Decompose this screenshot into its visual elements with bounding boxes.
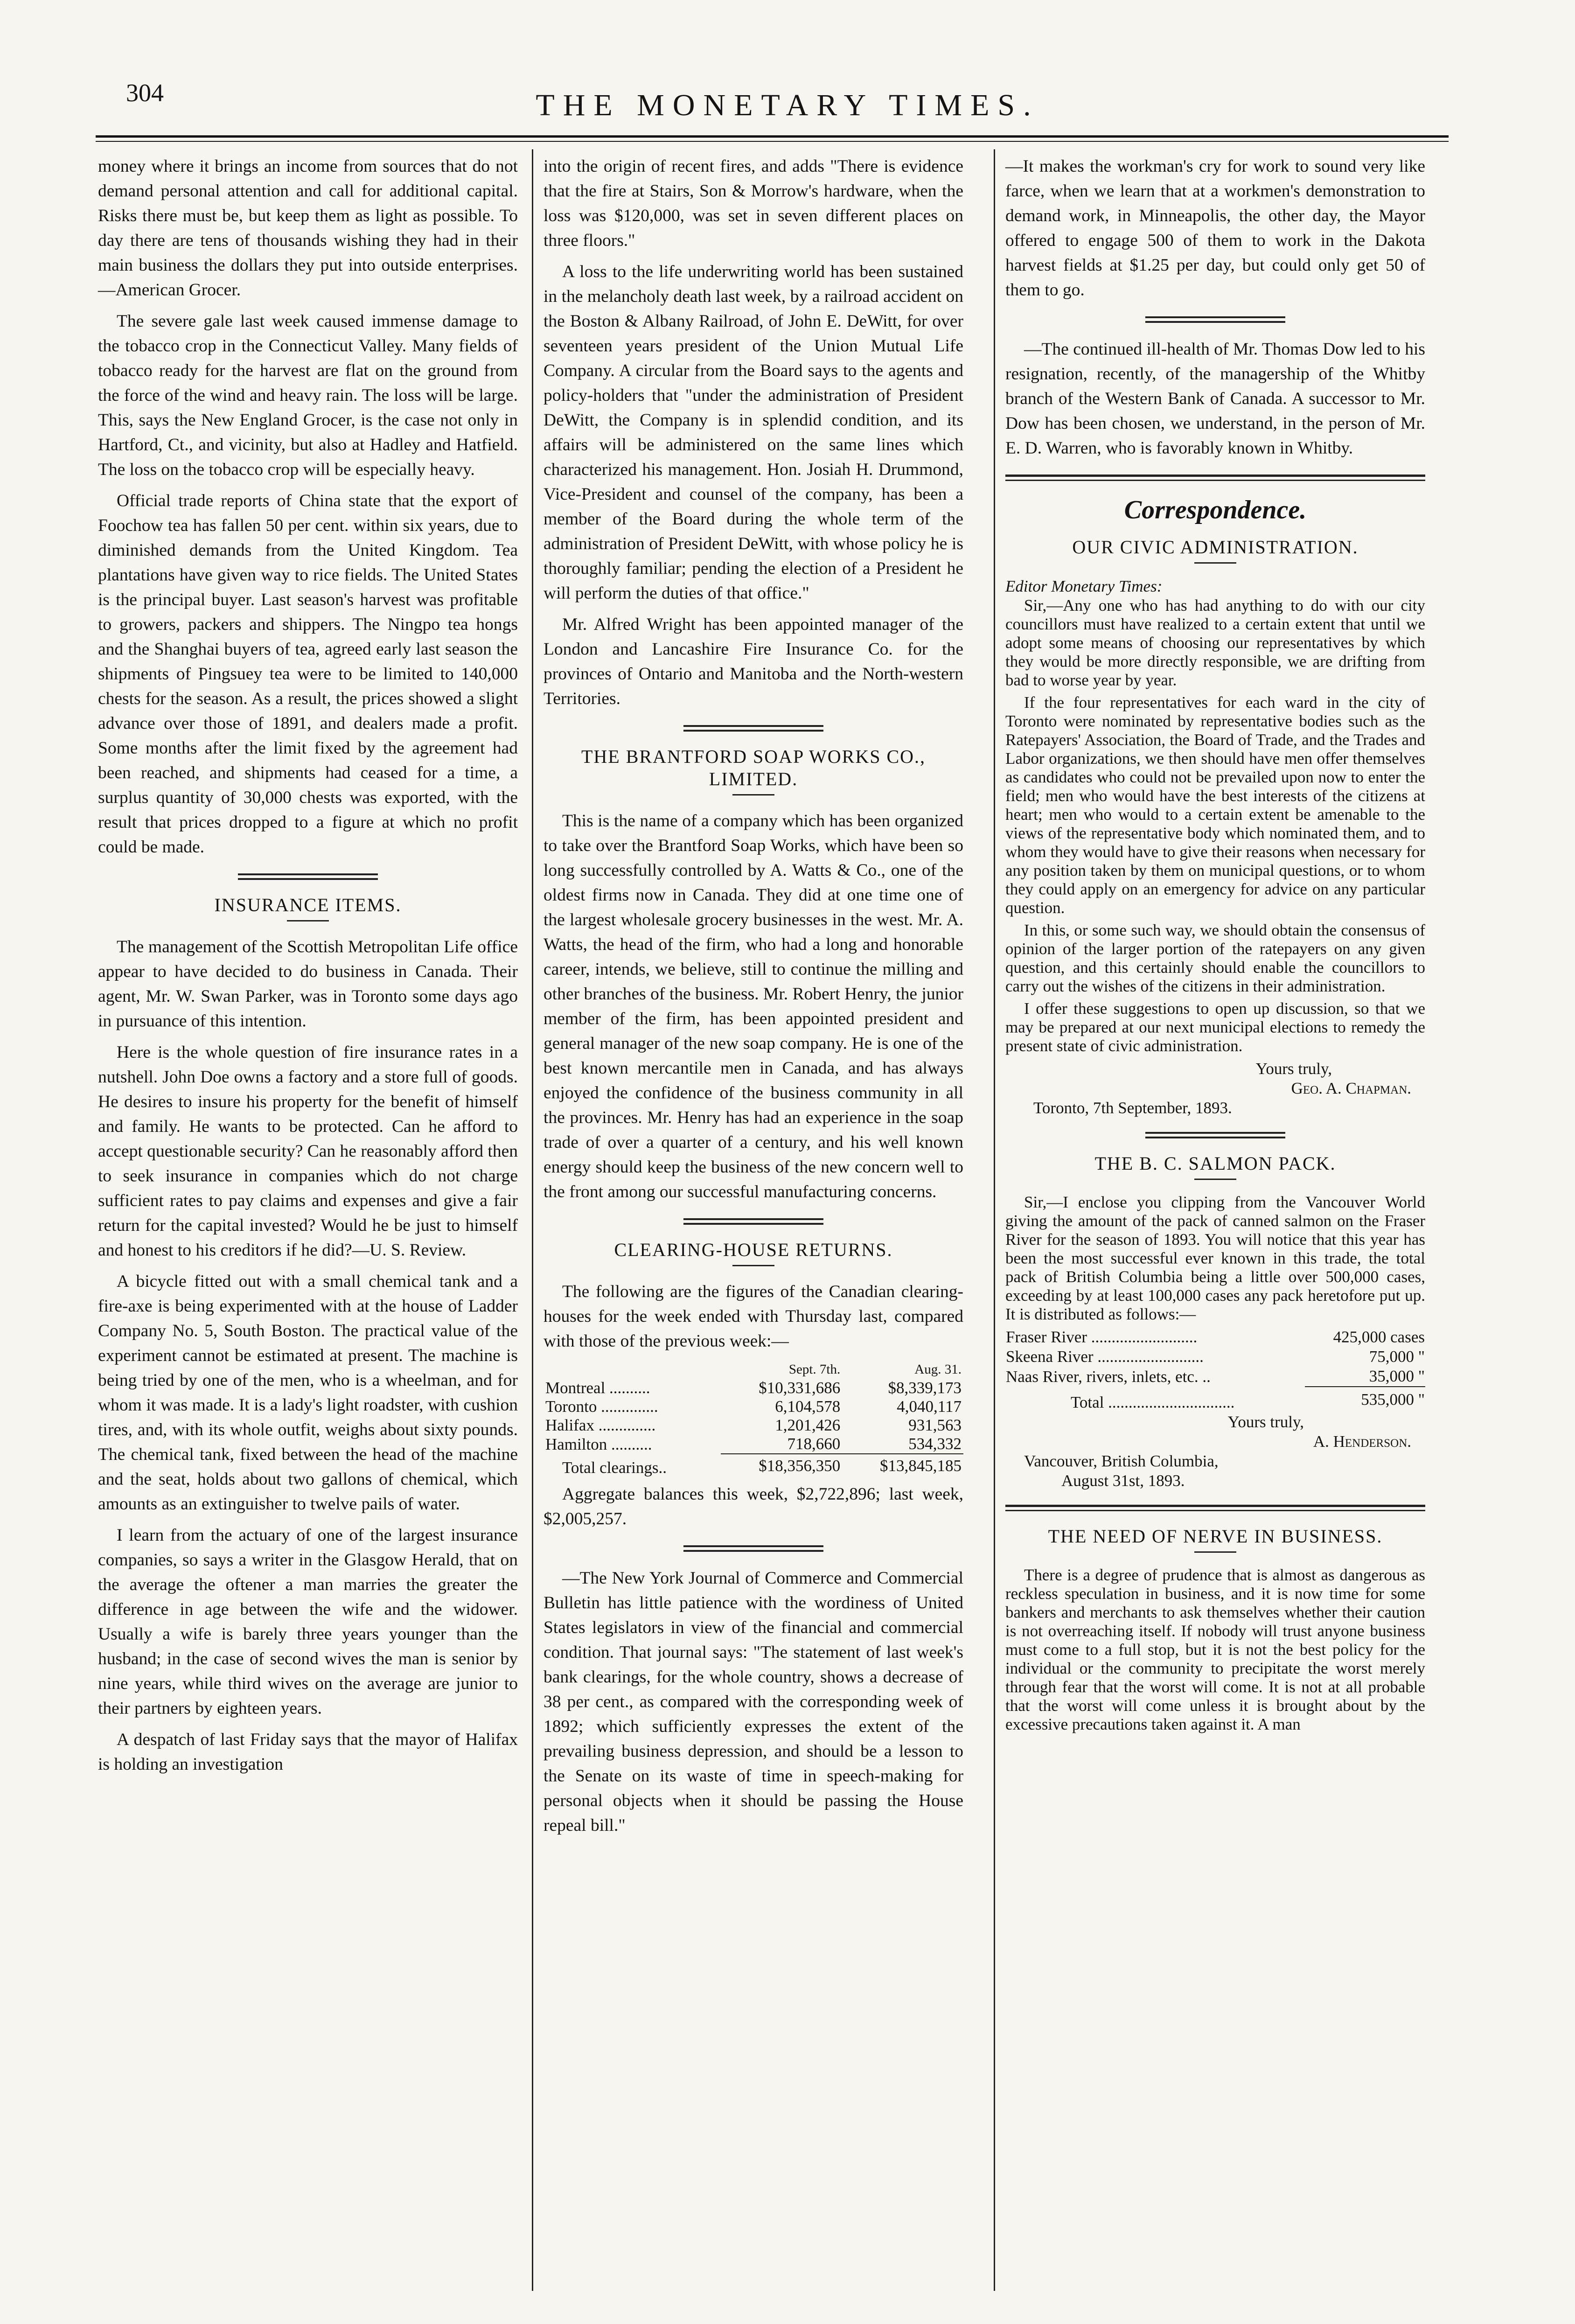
section-heading: THE NEED OF NERVE IN BUSINESS. <box>1005 1525 1425 1553</box>
table-row <box>544 1416 963 1435</box>
total-label: Total clearings.. <box>562 1459 667 1477</box>
paragraph: —The continued ill-health of Mr. Thomas Dow led to his resignation, recently, of the managership of the Whitby branch of the Western Bank of Canada. A successor to Mr. Dow has been chosen, we understand, in the person of Mr. E. D. Warren, who is favorably known in Whitby. <box>1005 340 1425 458</box>
table-row <box>1005 1347 1425 1367</box>
region-cell: Skeena River .......................... <box>1006 1347 1204 1366</box>
paragraph: —The New York Journal of Commerce and Commercial Bulletin has little patience with the wordiness of United States legislators in view of the financial and commercial condition. That journal says: "The statement of last week's bank clearings, for the whole country, shows a decrease of 38 per cent., as compared with the corresponding week of 1892; which sufficiently expresses the extent of the prevailing business depression, and should be a lesson to the Senate on its waste of time in speech-making for personal objects when it should be passing the House repeal bill." <box>544 1569 963 1835</box>
value-cell: 35,000 " <box>1369 1367 1425 1385</box>
section-divider <box>683 1218 823 1225</box>
section-divider <box>683 1545 823 1552</box>
paragraph: money where it brings an income from sources that do not demand personal attention and call for additional capital. Risks there must be, but keep them as light as possible. To day there are tens of thousands wishing they had in their main business the dollars they put into outside enterprises.—American Grocer. <box>98 157 518 300</box>
closing: Yours truly, <box>1227 1413 1304 1431</box>
signature: Geo. A. Chapman. <box>1291 1079 1411 1097</box>
value-cell: 718,660 <box>787 1435 841 1453</box>
paragraph: The following are the figures of the Canadian clearing-houses for the week ended with Thursday last, compared with those of the previous week:— <box>544 1282 963 1351</box>
letter-paragraph: In this, or some such way, we should obtain the consensus of opinion of the larger portion of the ratepayers on any given question, and this certainly should enable the councillors to carry out the wishes of the citizens in their administration. <box>1005 921 1425 995</box>
masthead: THE MONETARY TIMES. <box>536 88 1039 122</box>
city-cell: Halifax .............. <box>545 1416 656 1434</box>
closing: Yours truly, <box>1255 1060 1332 1078</box>
section-heading: OUR CIVIC ADMINISTRATION. <box>1005 536 1425 564</box>
paragraph: A loss to the life underwriting world has been sustained in the melancholy death last week, by a railroad accident on the Boston & Albany Railroad, of John E. DeWitt, for over seventeen years president of the Union Mutual Life Company. A circular from the Board says to the agents and policy-holders that "under the administration of President DeWitt, the Company is in splendid condition, and its affairs will be administered on the same lines which characterized his management. Hon. Josiah H. Drummond, Vice-President and counsel of the company, has been a member of the Board during the whole term of the administration of President DeWitt, with whose policy he is thoroughly familiar; pending the election of a President he will perform the duties of that office." <box>544 262 963 603</box>
total-label: Total ............................... <box>1071 1393 1235 1411</box>
city-cell: Montreal .......... <box>545 1379 650 1397</box>
table-total-row <box>544 1454 963 1477</box>
paragraph: The management of the Scottish Metropolitan Life office appear to have decided to do business in Canada. Their agent, Mr. W. Swan Parker, was in Toronto some days ago in pursuance of this intention. <box>98 937 518 1031</box>
table-row <box>544 1435 963 1454</box>
section-divider <box>1005 1505 1425 1511</box>
section-heading: THE BRANTFORD SOAP WORKS CO., LIMITED. <box>544 746 963 796</box>
section-divider <box>1145 316 1285 323</box>
table-row <box>544 1379 963 1397</box>
letter-paragraph: If the four representatives for each ward in the city of Toronto were nominated by representative bodies such as the Ratepayers' Association, the Board of Trade, and the Trades and Labor organizations, we then should have men offer themselves as candidates who could not be prevailed upon now to enter the field; men who would have the best interests of the citizens at heart; men who would to a certain extent be amenable to the views of the representative body which nominated them, and to whom they would have to give their reasons when necessary for any position taken by them on municipal questions, or to whom they could apply on an emergency for advice on any particular question. <box>1005 693 1425 917</box>
column-divider-1 <box>532 149 533 2291</box>
paragraph: Here is the whole question of fire insurance rates in a nutshell. John Doe owns a factory and a store full of goods. He desires to insure his property for the benefit of himself and family. He wants to be protected. Can he afford to accept questionable security? Can he reasonably afford then to seek insurance in companies which do not charge sufficient rates to pay claims and expenses and give a fair return for the capital invested? Would he be just to himself and honest to his creditors if he did?—U. S. Review. <box>98 1043 518 1260</box>
paragraph: Mr. Alfred Wright has been appointed manager of the London and Lancashire Fire Insurance Co. for the provinces of Ontario and Manitoba and the North-western Territories. <box>544 615 963 708</box>
section-divider <box>238 873 378 880</box>
masthead-rule-bottom <box>96 141 1449 142</box>
masthead-rule-top <box>96 135 1449 138</box>
table-row <box>1005 1367 1425 1387</box>
total-value: 535,000 " <box>1305 1387 1425 1412</box>
paragraph: The severe gale last week caused immense damage to the tobacco crop in the Connecticut Valley. Many fields of tobacco ready for the harvest are flat on the ground from the force of the wind and heavy rain. The loss will be large. This, says the New England Grocer, is the case not only in Hartford, Ct., and vicinity, but also at Hadley and Hatfield. The loss on the tobacco crop will be especially heavy. <box>98 312 518 479</box>
region-cell: Fraser River .......................... <box>1006 1328 1198 1346</box>
table-header-row <box>544 1360 963 1379</box>
total-value: $18,356,350 <box>721 1454 842 1477</box>
table-row <box>544 1397 963 1416</box>
value-cell: 425,000 cases <box>1333 1328 1425 1346</box>
letter-paragraph: There is a degree of prudence that is almost as dangerous as reckless speculation in business, and it is now time for some bankers and merchants to ask themselves whether their caution is not overreaching itself. If nobody will trust anyone business must come to a full stop, but it is not the best policy for the individual or the community to precipitate the worst merely through fear that the worst will come. It is not at all probable that the worst will come unless it is brought about by the excessive precautions taken against it. A man <box>1005 1566 1425 1733</box>
paragraph: Official trade reports of China state that the export of Foochow tea has fallen 50 per cent. within six years, due to diminished demands from the United Kingdom. Tea plantations have given way to rice fields. The United States is the principal buyer. Last season's harvest was profitable to growers, packers and shippers. The Ningpo tea hongs and the Shanghai buyers of tea, agreed early last season the shipments of Pingsuey tea were to be limited to 140,000 chests for the season. As a result, the prices showed a slight advance over those of 1891, and dealers made a profit. Some months after the limit fixed by the agreement had been reached, and shipments had ceased for a time, a surplus quantity of 30,000 chests was exported, with the result that prices dropped to a figure at which no profit could be made. <box>98 491 518 857</box>
section-heading: CLEARING-HOUSE RETURNS. <box>544 1239 963 1266</box>
paragraph: —It makes the workman's cry for work to sound very like farce, when we learn that at a workmen's demonstration to demand work, in Minneapolis, the other day, the Mayor offered to engage 500 of them to work in the Dakota harvest fields at $1.25 per day, but could only get 50 of them to go. <box>1005 157 1425 300</box>
section-divider <box>1145 1132 1285 1138</box>
letter-paragraph: Sir,—I enclose you clipping from the Vancouver World giving the amount of the pack of canned salmon on the Fraser River for the season of 1893. You will notice that this year has been the most successful ever known in this trade, the total pack of British Columbia being a little over 500,000 cases, exceeding by at least 100,000 cases any pack heretofore put up. It is distributed as follows:— <box>1005 1193 1425 1323</box>
city-cell: Toronto .............. <box>545 1397 658 1416</box>
value-cell: 4,040,117 <box>897 1397 962 1416</box>
value-cell: 534,332 <box>908 1435 962 1453</box>
editor-line: Editor Monetary Times: <box>1005 577 1163 595</box>
dateline: Toronto, 7th September, 1893. <box>1033 1099 1232 1117</box>
city-cell: Hamilton .......... <box>545 1435 652 1453</box>
value-cell: 931,563 <box>908 1416 962 1434</box>
section-divider <box>1005 475 1425 481</box>
section-heading: THE B. C. SALMON PACK. <box>1005 1152 1425 1180</box>
value-cell: 75,000 " <box>1369 1347 1425 1366</box>
table-total-row <box>1005 1387 1425 1412</box>
letter-paragraph: I offer these suggestions to open up discussion, so that we may be prepared at our next municipal elections to remedy the present state of civic administration. <box>1005 999 1425 1055</box>
address-line: August 31st, 1893. <box>1061 1472 1185 1490</box>
column-3 <box>1005 154 1425 1738</box>
signature: A. Henderson. <box>1313 1432 1411 1451</box>
table-row <box>1005 1327 1425 1347</box>
address-line: Vancouver, British Columbia, <box>1024 1452 1219 1470</box>
paragraph: I learn from the actuary of one of the largest insurance companies, so says a writer in the Glasgow Herald, that on the average the oftener a man marries the greater the difference in age between the wife and the widower. Usually a wife is barely three years younger than the husband; in the case of second wives the man is senior by nine years, while third wives on the average are junior to their partners by eighteen years. <box>98 1526 518 1718</box>
section-divider <box>683 725 823 732</box>
column-2 <box>544 154 963 1844</box>
table-header <box>544 1360 721 1379</box>
value-cell: 1,201,426 <box>775 1416 841 1434</box>
value-cell: $8,339,173 <box>888 1379 962 1397</box>
paragraph: This is the name of a company which has been organized to take over the Brantford Soap Works, which have been so long successfully controlled by A. Watts & Co., one of the oldest firms now in Canada. They did at one time one of the largest wholesale grocery businesses in the west. Mr. A. Watts, the head of the firm, who had a long and honorable career, intends, we believe, still to continue the milling and other branches of the business. Mr. Robert Henry, the junior member of the firm, has been appointed president and general manager of the new soap company. He is one of the best known mercantile men in Canada, and has always enjoyed the confidence of the business community in all the provinces. Mr. Henry has had an experience in the soap trade of over a quarter of a century, and his well known energy should keep the business of the new concern well to the front among our successful manufacturing concerns. <box>544 811 963 1201</box>
region-cell: Naas River, rivers, inlets, etc. .. <box>1006 1367 1211 1386</box>
section-heading: INSURANCE ITEMS. <box>98 894 518 921</box>
paragraph: A bicycle fitted out with a small chemical tank and a fire-axe is being experimented with at the house of Ladder Company No. 5, South Boston. The practical value of the experiment cannot be estimated at present. The machine is being tried by one of the men, who is a wheelman, and for whom it was made. It is a lady's light roadster, with cushion tires, and, with its whole outfit, weighs about sixty pounds. The chemical tank, fixed between the head of the machine and the seat, holds about two gallons of chemical, which amounts as an extinguisher to twelve pails of water. <box>98 1272 518 1514</box>
table-header: Sept. 7th. <box>788 1362 841 1377</box>
value-cell: $10,331,686 <box>759 1379 841 1397</box>
paragraph: A despatch of last Friday says that the mayor of Halifax is holding an investigation <box>98 1730 518 1774</box>
column-1 <box>98 154 518 1783</box>
letter-paragraph: Sir,—Any one who has had anything to do with our city councillors must have realized to a certain extent that until we adopt some means of choosing our representatives by which they would be more directly responsible, we are drifting from bad to worse year by year. <box>1005 596 1425 689</box>
salmon-pack-table <box>1005 1327 1425 1412</box>
total-value: $13,845,185 <box>842 1454 963 1477</box>
table-header: Aug. 31. <box>914 1362 962 1377</box>
paragraph: into the origin of recent fires, and adds "There is evidence that the fire at Stairs, Son & Morrow's hardware, when the loss was $120,000, was set in seven different places on three floors." <box>544 157 963 250</box>
clearing-house-table <box>544 1360 963 1477</box>
paragraph: Aggregate balances this week, $2,722,896; last week, $2,005,257. <box>544 1485 963 1528</box>
column-divider-2 <box>994 149 995 2291</box>
page-number: 304 <box>126 79 164 107</box>
correspondence-heading: Correspondence. <box>1124 496 1307 524</box>
value-cell: 6,104,578 <box>775 1397 841 1416</box>
